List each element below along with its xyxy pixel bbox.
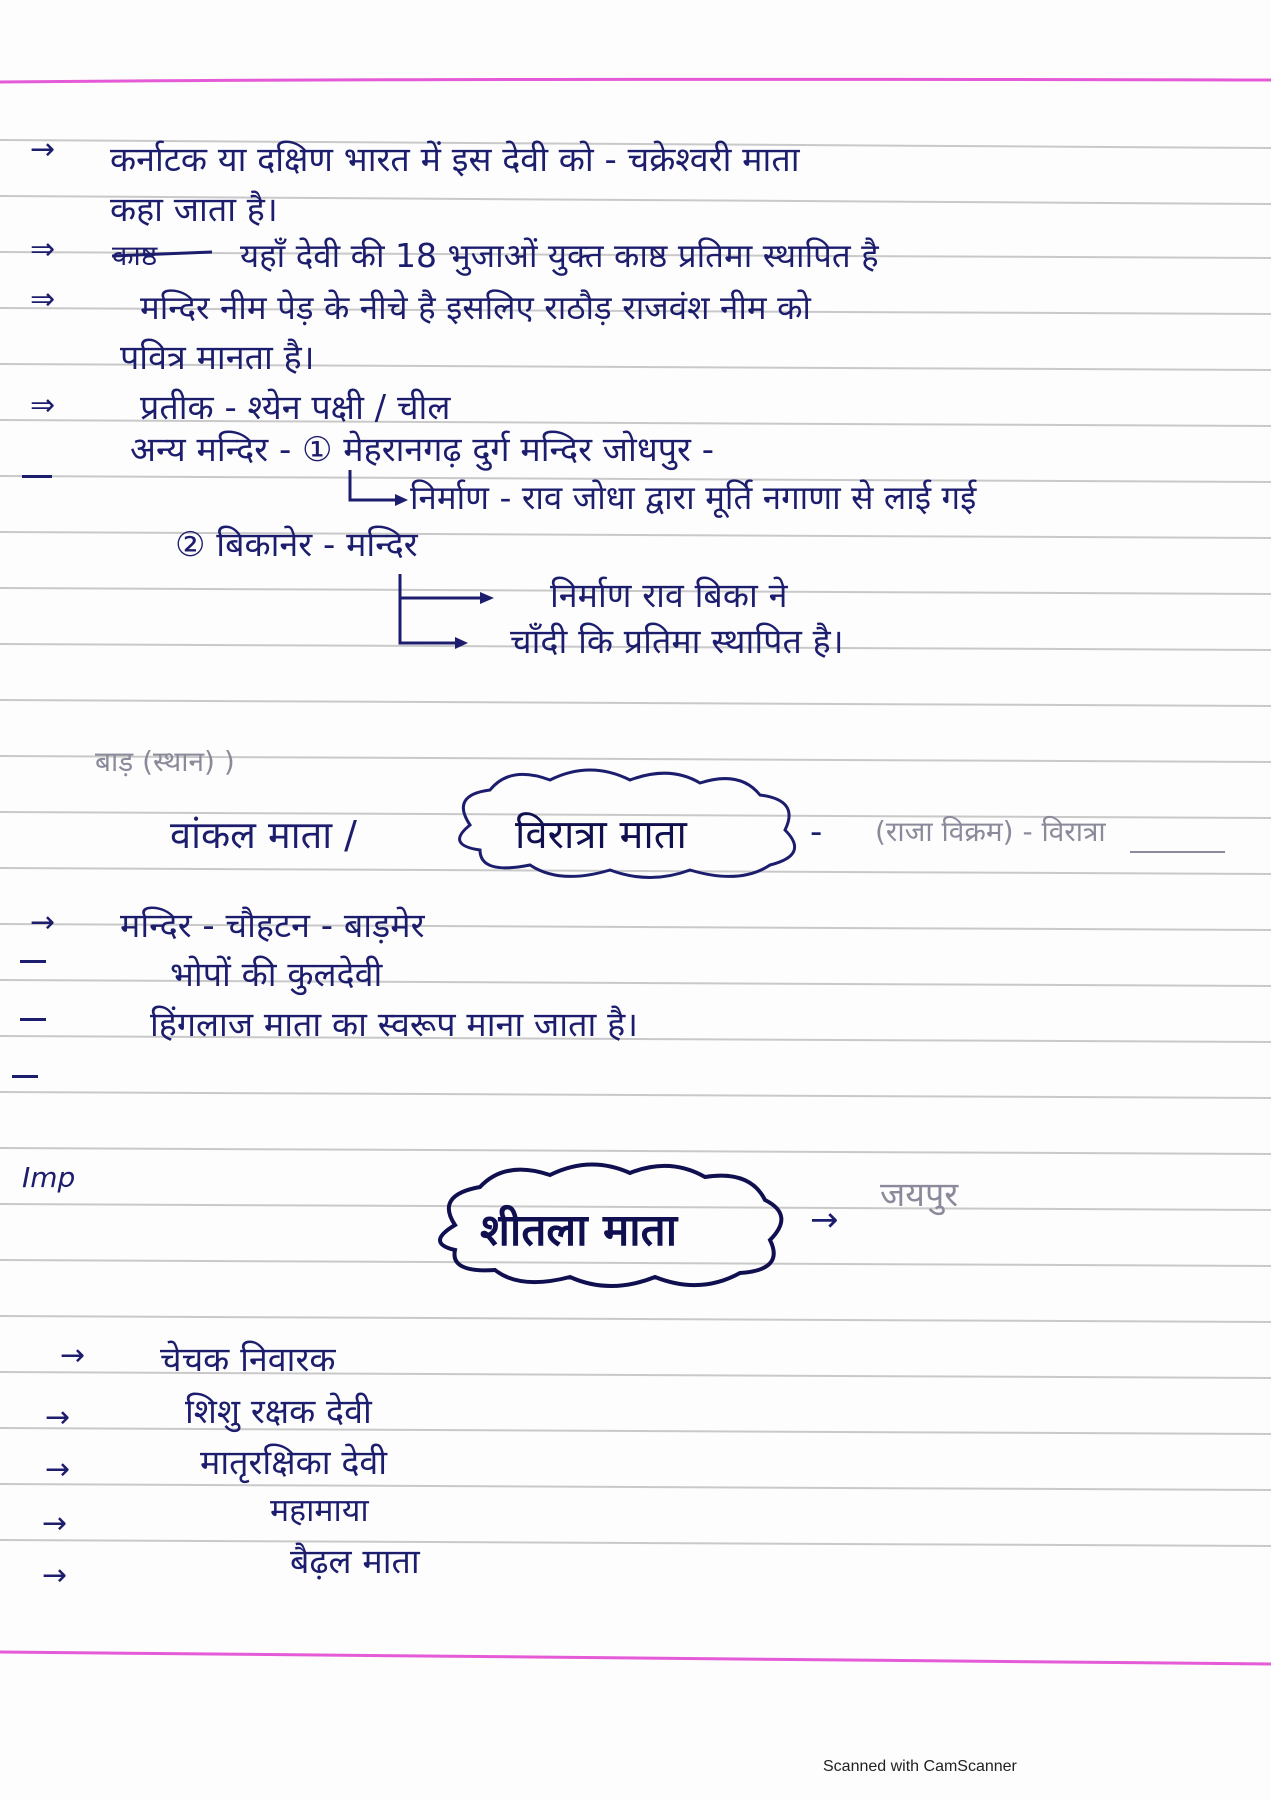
imp-label: Imp	[22, 1161, 76, 1194]
footer-watermark: Scanned with CamScanner	[823, 1758, 1017, 1775]
section3-pencil-note: जयपुर	[880, 1175, 959, 1215]
bullet-arrow-4: ⇒	[30, 388, 56, 423]
pencil-note-above: बाड़ (स्थान) )	[95, 745, 235, 778]
bullet-arrow-6: →	[60, 1338, 86, 1373]
bullet-arrow-5: →	[30, 905, 56, 940]
line-4: मन्दिर नीम पेड़ के नीचे है इसलिए राठौड़ राजवंश नीम को	[140, 288, 811, 327]
bullet-arrow-10: →	[42, 1558, 68, 1593]
section2-item-2: भोपों की कुलदेवी	[170, 955, 383, 995]
bullet-arrow-9: →	[42, 1506, 68, 1541]
bullet-arrow-1: →	[30, 132, 56, 167]
section3-item-5: बैढ़ल माता	[290, 1542, 420, 1582]
line-3: यहाँ देवी की 18 भुजाओं युक्त काष्ठ प्रतिमा स्थापित है	[240, 236, 879, 275]
bullet-arrow-3: ⇒	[30, 282, 56, 317]
section2-item-1: मन्दिर - चौहटन - बाड़मेर	[120, 906, 425, 946]
dash-3	[20, 1018, 46, 1021]
line-10: निर्माण राव बिका ने	[550, 576, 788, 616]
section2-item-3: हिंगलाज माता का स्वरूप माना जाता है।	[150, 1005, 639, 1045]
section3-arrow: →	[810, 1200, 839, 1240]
dash-1	[22, 475, 52, 478]
dash-2	[20, 960, 46, 963]
section2-arrow: -	[810, 812, 823, 852]
section3-item-2: शिशु रक्षक देवी	[185, 1392, 372, 1432]
dash-4	[12, 1075, 38, 1078]
line-7: अन्य मन्दिर - ① मेहरानगढ़ दुर्ग मन्दिर जोधपुर -	[130, 430, 715, 470]
line-8: निर्माण - राव जोधा द्वारा मूर्ति नगाणा से लाई गई	[410, 478, 977, 517]
section2-title-cloud: विरात्रा माता	[515, 812, 687, 858]
section2-title-left: वांकल माता /	[170, 813, 357, 857]
section3-title: शीतला माता	[480, 1205, 678, 1256]
line-5: पवित्र मानता है।	[120, 338, 315, 378]
section3-item-4: महामाया	[270, 1491, 369, 1529]
bullet-arrow-8: →	[45, 1452, 71, 1487]
section3-item-1: चेचक निवारक	[160, 1340, 336, 1380]
line-1: कर्नाटक या दक्षिण भारत में इस देवी को - चक्रेश्वरी माता	[110, 140, 800, 180]
line-2: कहा जाता है।	[110, 190, 278, 230]
section2-pencil-note: (राजा विक्रम) - विरात्रा	[875, 815, 1106, 848]
bullet-arrow-2: ⇒	[30, 232, 56, 267]
line-11: चाँदी कि प्रतिमा स्थापित है।	[510, 622, 844, 662]
line-3-struck-word: काष्ठ	[112, 239, 158, 272]
line-9: ② बिकानेर - मन्दिर	[175, 525, 418, 565]
bullet-arrow-7: →	[45, 1400, 71, 1435]
section3-item-3: मातृरक्षिका देवी	[200, 1443, 388, 1483]
line-6: प्रतीक - श्येन पक्षी / चील	[140, 388, 451, 428]
